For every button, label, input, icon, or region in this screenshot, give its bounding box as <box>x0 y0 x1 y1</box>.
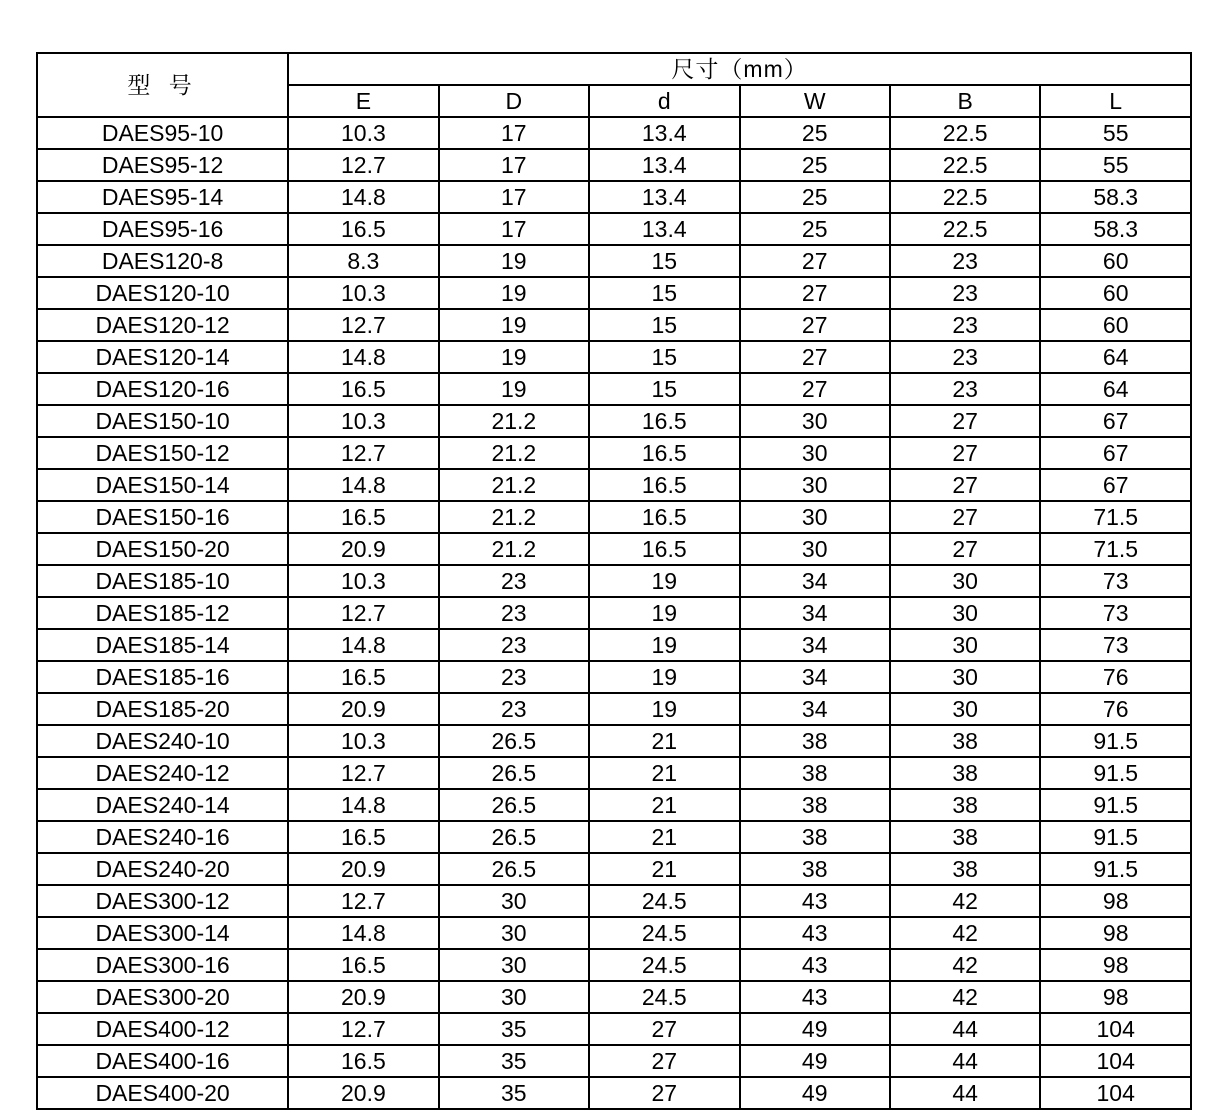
cell-d-upper: 21.2 <box>439 437 589 469</box>
cell-d-lower: 19 <box>589 597 739 629</box>
cell-model: DAES240-14 <box>37 789 288 821</box>
cell-b: 38 <box>890 789 1040 821</box>
cell-d-upper: 26.5 <box>439 789 589 821</box>
cell-d-lower: 13.4 <box>589 213 739 245</box>
cell-w: 43 <box>740 949 890 981</box>
cell-e: 14.8 <box>288 469 438 501</box>
cell-l: 60 <box>1040 277 1191 309</box>
cell-d-upper: 30 <box>439 885 589 917</box>
cell-d-upper: 35 <box>439 1045 589 1077</box>
cell-b: 30 <box>890 661 1040 693</box>
table-row <box>37 181 1191 213</box>
cell-model: DAES120-8 <box>37 245 288 277</box>
cell-w: 38 <box>740 821 890 853</box>
cell-model: DAES240-16 <box>37 821 288 853</box>
cell-e: 12.7 <box>288 757 438 789</box>
cell-w: 25 <box>740 181 890 213</box>
cell-d-lower: 16.5 <box>589 533 739 565</box>
cell-l: 73 <box>1040 565 1191 597</box>
cell-d-upper: 19 <box>439 341 589 373</box>
cell-d-upper: 23 <box>439 693 589 725</box>
cell-d-lower: 27 <box>589 1045 739 1077</box>
cell-b: 27 <box>890 469 1040 501</box>
cell-model: DAES400-16 <box>37 1045 288 1077</box>
cell-e: 16.5 <box>288 821 438 853</box>
column-header-model: 型 号 <box>37 53 288 117</box>
cell-l: 98 <box>1040 981 1191 1013</box>
cell-e: 10.3 <box>288 565 438 597</box>
cell-b: 38 <box>890 821 1040 853</box>
cell-d-upper: 19 <box>439 245 589 277</box>
cell-e: 10.3 <box>288 725 438 757</box>
cell-model: DAES300-14 <box>37 917 288 949</box>
cell-w: 30 <box>740 501 890 533</box>
table-row <box>37 341 1191 373</box>
cell-b: 23 <box>890 245 1040 277</box>
cell-w: 38 <box>740 757 890 789</box>
cell-l: 73 <box>1040 597 1191 629</box>
cell-d-upper: 19 <box>439 309 589 341</box>
cell-l: 91.5 <box>1040 853 1191 885</box>
cell-b: 44 <box>890 1077 1040 1109</box>
cell-w: 27 <box>740 277 890 309</box>
cell-model: DAES95-10 <box>37 117 288 149</box>
table-row <box>37 149 1191 181</box>
table-row <box>37 629 1191 661</box>
cell-model: DAES150-16 <box>37 501 288 533</box>
cell-d-lower: 16.5 <box>589 469 739 501</box>
cell-d-upper: 30 <box>439 981 589 1013</box>
cell-b: 23 <box>890 309 1040 341</box>
cell-d-upper: 21.2 <box>439 405 589 437</box>
cell-e: 12.7 <box>288 885 438 917</box>
cell-l: 55 <box>1040 117 1191 149</box>
cell-d-upper: 17 <box>439 181 589 213</box>
column-header-d-lower: d <box>589 85 739 117</box>
cell-d-lower: 15 <box>589 341 739 373</box>
cell-b: 23 <box>890 341 1040 373</box>
cell-model: DAES95-16 <box>37 213 288 245</box>
cell-d-lower: 21 <box>589 757 739 789</box>
cell-d-lower: 19 <box>589 629 739 661</box>
cell-w: 25 <box>740 213 890 245</box>
cell-l: 71.5 <box>1040 501 1191 533</box>
cell-b: 22.5 <box>890 181 1040 213</box>
table-row <box>37 597 1191 629</box>
cell-d-lower: 16.5 <box>589 405 739 437</box>
cell-e: 14.8 <box>288 789 438 821</box>
table-row <box>37 885 1191 917</box>
cell-d-lower: 24.5 <box>589 917 739 949</box>
table-row <box>37 917 1191 949</box>
cell-d-upper: 26.5 <box>439 821 589 853</box>
cell-l: 104 <box>1040 1077 1191 1109</box>
cell-b: 42 <box>890 917 1040 949</box>
cell-model: DAES120-10 <box>37 277 288 309</box>
header-row-main <box>37 53 1191 85</box>
cell-e: 14.8 <box>288 341 438 373</box>
cell-d-lower: 13.4 <box>589 149 739 181</box>
cell-d-upper: 26.5 <box>439 725 589 757</box>
table-row <box>37 661 1191 693</box>
cell-d-upper: 19 <box>439 373 589 405</box>
cell-w: 38 <box>740 789 890 821</box>
cell-b: 42 <box>890 981 1040 1013</box>
cell-w: 34 <box>740 693 890 725</box>
column-header-w: W <box>740 85 890 117</box>
cell-model: DAES150-12 <box>37 437 288 469</box>
cell-w: 34 <box>740 565 890 597</box>
cell-w: 49 <box>740 1013 890 1045</box>
cell-b: 30 <box>890 565 1040 597</box>
cell-l: 98 <box>1040 917 1191 949</box>
cell-d-lower: 24.5 <box>589 949 739 981</box>
cell-e: 20.9 <box>288 853 438 885</box>
table-row <box>37 853 1191 885</box>
cell-e: 12.7 <box>288 149 438 181</box>
cell-w: 43 <box>740 981 890 1013</box>
table-row <box>37 469 1191 501</box>
cell-d-upper: 21.2 <box>439 533 589 565</box>
cell-e: 12.7 <box>288 437 438 469</box>
table-row <box>37 725 1191 757</box>
cell-model: DAES185-16 <box>37 661 288 693</box>
cell-e: 12.7 <box>288 309 438 341</box>
cell-model: DAES95-12 <box>37 149 288 181</box>
cell-e: 10.3 <box>288 405 438 437</box>
table-row <box>37 981 1191 1013</box>
cell-b: 38 <box>890 853 1040 885</box>
cell-d-lower: 21 <box>589 789 739 821</box>
table-row <box>37 1045 1191 1077</box>
cell-b: 27 <box>890 405 1040 437</box>
cell-b: 30 <box>890 629 1040 661</box>
cell-d-lower: 27 <box>589 1013 739 1045</box>
column-header-d-upper: D <box>439 85 589 117</box>
cell-d-lower: 13.4 <box>589 181 739 213</box>
cell-l: 104 <box>1040 1045 1191 1077</box>
cell-d-upper: 23 <box>439 597 589 629</box>
cell-b: 38 <box>890 725 1040 757</box>
table-row <box>37 309 1191 341</box>
cell-b: 22.5 <box>890 117 1040 149</box>
cell-b: 23 <box>890 277 1040 309</box>
cell-e: 10.3 <box>288 277 438 309</box>
table-row <box>37 1077 1191 1109</box>
cell-e: 16.5 <box>288 661 438 693</box>
cell-model: DAES185-10 <box>37 565 288 597</box>
cell-l: 67 <box>1040 437 1191 469</box>
cell-d-upper: 17 <box>439 213 589 245</box>
cell-b: 27 <box>890 501 1040 533</box>
cell-w: 38 <box>740 853 890 885</box>
cell-l: 71.5 <box>1040 533 1191 565</box>
cell-w: 38 <box>740 725 890 757</box>
cell-model: DAES150-10 <box>37 405 288 437</box>
cell-d-lower: 24.5 <box>589 885 739 917</box>
cell-model: DAES120-16 <box>37 373 288 405</box>
cell-e: 16.5 <box>288 213 438 245</box>
cell-l: 98 <box>1040 949 1191 981</box>
cell-l: 91.5 <box>1040 757 1191 789</box>
cell-w: 30 <box>740 469 890 501</box>
cell-model: DAES185-20 <box>37 693 288 725</box>
cell-model: DAES240-12 <box>37 757 288 789</box>
cell-l: 98 <box>1040 885 1191 917</box>
cell-e: 16.5 <box>288 1045 438 1077</box>
cell-d-lower: 13.4 <box>589 117 739 149</box>
cell-b: 42 <box>890 885 1040 917</box>
cell-d-upper: 17 <box>439 117 589 149</box>
table-row <box>37 949 1191 981</box>
cell-e: 20.9 <box>288 981 438 1013</box>
cell-l: 60 <box>1040 309 1191 341</box>
cell-d-upper: 35 <box>439 1013 589 1045</box>
cell-d-lower: 19 <box>589 565 739 597</box>
cell-e: 14.8 <box>288 629 438 661</box>
cell-d-lower: 19 <box>589 693 739 725</box>
table-row <box>37 789 1191 821</box>
cell-d-lower: 21 <box>589 821 739 853</box>
cell-d-upper: 21.2 <box>439 469 589 501</box>
cell-d-upper: 26.5 <box>439 853 589 885</box>
cell-w: 27 <box>740 309 890 341</box>
cell-w: 34 <box>740 661 890 693</box>
cell-d-lower: 24.5 <box>589 981 739 1013</box>
cell-d-upper: 23 <box>439 565 589 597</box>
cell-w: 43 <box>740 885 890 917</box>
table-head <box>37 53 1191 117</box>
column-header-l: L <box>1040 85 1191 117</box>
cell-e: 8.3 <box>288 245 438 277</box>
cell-l: 60 <box>1040 245 1191 277</box>
cell-l: 64 <box>1040 373 1191 405</box>
cell-d-upper: 35 <box>439 1077 589 1109</box>
cell-w: 27 <box>740 341 890 373</box>
cell-l: 76 <box>1040 693 1191 725</box>
cell-b: 23 <box>890 373 1040 405</box>
cell-b: 27 <box>890 533 1040 565</box>
cell-w: 43 <box>740 917 890 949</box>
cell-d-upper: 30 <box>439 949 589 981</box>
table-row <box>37 373 1191 405</box>
cell-d-lower: 16.5 <box>589 437 739 469</box>
cell-w: 30 <box>740 405 890 437</box>
cell-d-lower: 15 <box>589 373 739 405</box>
cell-e: 12.7 <box>288 597 438 629</box>
cell-w: 25 <box>740 117 890 149</box>
cell-b: 27 <box>890 437 1040 469</box>
cell-model: DAES150-14 <box>37 469 288 501</box>
cell-d-lower: 15 <box>589 309 739 341</box>
cell-d-lower: 21 <box>589 725 739 757</box>
cell-model: DAES400-12 <box>37 1013 288 1045</box>
cell-model: DAES240-10 <box>37 725 288 757</box>
cell-l: 104 <box>1040 1013 1191 1045</box>
cell-model: DAES150-20 <box>37 533 288 565</box>
table-row <box>37 693 1191 725</box>
cell-l: 76 <box>1040 661 1191 693</box>
cell-w: 34 <box>740 629 890 661</box>
table-row <box>37 757 1191 789</box>
table-row <box>37 1013 1191 1045</box>
column-header-dimensions: 尺寸（mm） <box>288 53 1191 85</box>
table-row <box>37 437 1191 469</box>
cell-w: 30 <box>740 533 890 565</box>
table-row <box>37 565 1191 597</box>
table-row <box>37 277 1191 309</box>
cell-model: DAES300-16 <box>37 949 288 981</box>
cell-e: 20.9 <box>288 533 438 565</box>
cell-model: DAES400-20 <box>37 1077 288 1109</box>
cell-d-upper: 21.2 <box>439 501 589 533</box>
cell-model: DAES185-14 <box>37 629 288 661</box>
cell-e: 20.9 <box>288 1077 438 1109</box>
cell-model: DAES240-20 <box>37 853 288 885</box>
cell-w: 27 <box>740 373 890 405</box>
cell-model: DAES120-12 <box>37 309 288 341</box>
table-row <box>37 213 1191 245</box>
cell-model: DAES95-14 <box>37 181 288 213</box>
cell-d-upper: 17 <box>439 149 589 181</box>
cell-e: 12.7 <box>288 1013 438 1045</box>
cell-e: 14.8 <box>288 181 438 213</box>
table-row <box>37 533 1191 565</box>
cell-w: 34 <box>740 597 890 629</box>
cell-e: 20.9 <box>288 693 438 725</box>
cell-d-upper: 19 <box>439 277 589 309</box>
column-header-e: E <box>288 85 438 117</box>
cell-d-lower: 19 <box>589 661 739 693</box>
cell-l: 67 <box>1040 405 1191 437</box>
cell-d-lower: 21 <box>589 853 739 885</box>
cell-l: 58.3 <box>1040 213 1191 245</box>
cell-b: 22.5 <box>890 149 1040 181</box>
cell-l: 91.5 <box>1040 789 1191 821</box>
dimension-spec-table <box>36 52 1192 1110</box>
cell-l: 67 <box>1040 469 1191 501</box>
cell-e: 16.5 <box>288 949 438 981</box>
cell-e: 14.8 <box>288 917 438 949</box>
cell-l: 58.3 <box>1040 181 1191 213</box>
cell-model: DAES120-14 <box>37 341 288 373</box>
cell-d-upper: 23 <box>439 629 589 661</box>
cell-l: 64 <box>1040 341 1191 373</box>
cell-d-lower: 16.5 <box>589 501 739 533</box>
cell-d-upper: 23 <box>439 661 589 693</box>
cell-e: 16.5 <box>288 373 438 405</box>
cell-model: DAES185-12 <box>37 597 288 629</box>
cell-model: DAES300-12 <box>37 885 288 917</box>
cell-d-upper: 30 <box>439 917 589 949</box>
cell-w: 25 <box>740 149 890 181</box>
cell-d-lower: 15 <box>589 277 739 309</box>
cell-l: 73 <box>1040 629 1191 661</box>
cell-b: 38 <box>890 757 1040 789</box>
cell-b: 44 <box>890 1013 1040 1045</box>
cell-b: 30 <box>890 597 1040 629</box>
cell-model: DAES300-20 <box>37 981 288 1013</box>
cell-w: 30 <box>740 437 890 469</box>
cell-l: 55 <box>1040 149 1191 181</box>
table-row <box>37 501 1191 533</box>
cell-w: 49 <box>740 1077 890 1109</box>
cell-l: 91.5 <box>1040 725 1191 757</box>
cell-d-lower: 27 <box>589 1077 739 1109</box>
cell-e: 10.3 <box>288 117 438 149</box>
column-header-b: B <box>890 85 1040 117</box>
cell-w: 27 <box>740 245 890 277</box>
cell-b: 30 <box>890 693 1040 725</box>
table-row <box>37 405 1191 437</box>
cell-b: 44 <box>890 1045 1040 1077</box>
cell-b: 22.5 <box>890 213 1040 245</box>
table-row <box>37 117 1191 149</box>
cell-l: 91.5 <box>1040 821 1191 853</box>
cell-w: 49 <box>740 1045 890 1077</box>
cell-d-lower: 15 <box>589 245 739 277</box>
cell-e: 16.5 <box>288 501 438 533</box>
cell-d-upper: 26.5 <box>439 757 589 789</box>
table-body <box>37 117 1191 1109</box>
table-row <box>37 821 1191 853</box>
table-row <box>37 245 1191 277</box>
cell-b: 42 <box>890 949 1040 981</box>
